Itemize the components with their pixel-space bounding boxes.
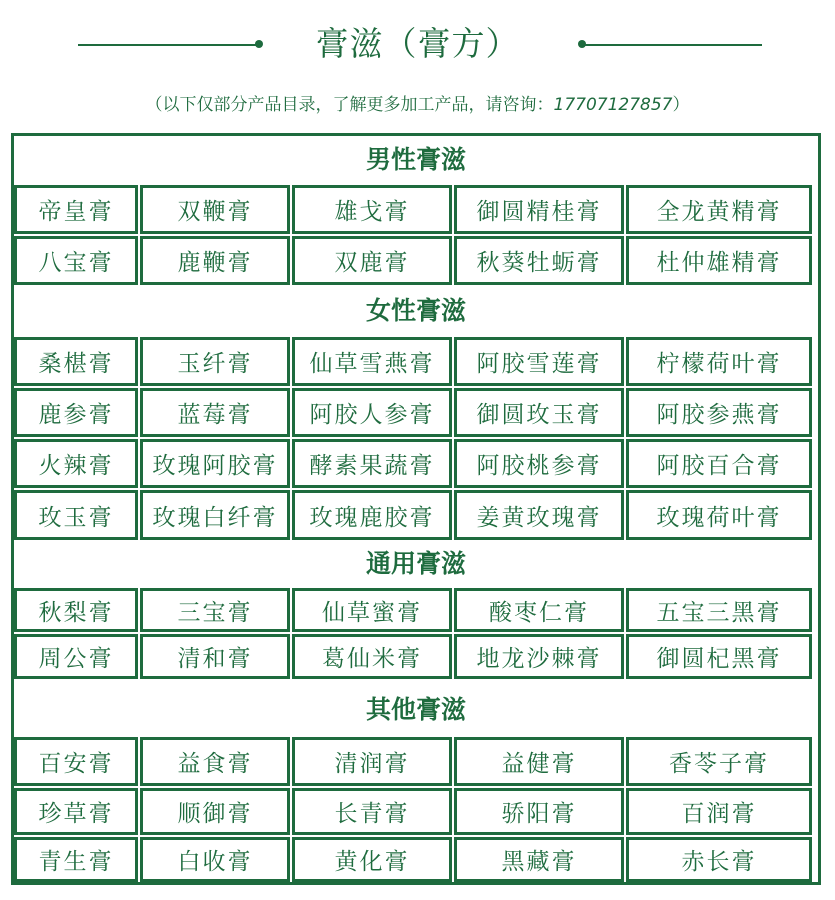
product-cell: 益食膏	[140, 737, 290, 786]
table-row	[14, 634, 818, 679]
product-cell: 葛仙米膏	[292, 634, 452, 679]
product-cell: 周公膏	[14, 634, 138, 679]
table-row	[14, 737, 818, 786]
product-cell: 姜黄玫瑰膏	[454, 490, 624, 540]
page-title: 膏滋（膏方）	[315, 24, 520, 63]
product-cell: 酵素果蔬膏	[292, 439, 452, 488]
contact-phone: 17707127857	[553, 95, 673, 115]
product-cell: 阿胶桃参膏	[454, 439, 624, 488]
product-cell: 秋葵牡蛎膏	[454, 236, 624, 285]
section-header-male: 男性膏滋	[14, 138, 818, 182]
product-cell: 柠檬荷叶膏	[626, 337, 812, 386]
product-cell: 杜仲雄精膏	[626, 236, 812, 285]
table-row	[14, 388, 818, 437]
product-cell: 御圆精桂膏	[454, 185, 624, 234]
product-cell: 秋梨膏	[14, 588, 138, 632]
table-row	[14, 490, 818, 540]
product-cell: 五宝三黑膏	[626, 588, 812, 632]
product-cell: 阿胶雪莲膏	[454, 337, 624, 386]
product-cell: 香苓子膏	[626, 737, 812, 786]
subtitle-text: （以下仅部分产品目录，了解更多加工产品，请咨询：	[145, 95, 554, 115]
page-subtitle	[0, 90, 835, 115]
table-row	[14, 185, 818, 234]
product-cell: 雄戈膏	[292, 185, 452, 234]
product-cell: 双鹿膏	[292, 236, 452, 285]
product-cell: 玫瑰阿胶膏	[140, 439, 290, 488]
table-row	[14, 337, 818, 386]
product-cell: 清和膏	[140, 634, 290, 679]
product-cell: 蓝莓膏	[140, 388, 290, 437]
product-cell: 鹿参膏	[14, 388, 138, 437]
product-cell: 白收膏	[140, 837, 290, 882]
product-cell: 黑藏膏	[454, 837, 624, 882]
table-row	[14, 236, 818, 285]
product-cell: 双鞭膏	[140, 185, 290, 234]
product-cell: 百安膏	[14, 737, 138, 786]
product-cell: 百润膏	[626, 788, 812, 835]
product-cell: 御圆玫玉膏	[454, 388, 624, 437]
product-cell: 酸枣仁膏	[454, 588, 624, 632]
table-row	[14, 837, 818, 882]
page-header	[0, 0, 835, 130]
product-cell: 玫瑰鹿胶膏	[292, 490, 452, 540]
product-cell: 黄化膏	[292, 837, 452, 882]
table-row	[14, 439, 818, 488]
product-cell: 阿胶参燕膏	[626, 388, 812, 437]
product-cell: 阿胶人参膏	[292, 388, 452, 437]
product-cell: 骄阳膏	[454, 788, 624, 835]
product-cell: 青生膏	[14, 837, 138, 882]
product-cell: 玫瑰白纤膏	[140, 490, 290, 540]
product-cell: 赤长膏	[626, 837, 812, 882]
product-cell: 玉纤膏	[140, 337, 290, 386]
product-cell: 桑椹膏	[14, 337, 138, 386]
product-cell: 玫玉膏	[14, 490, 138, 540]
product-cell: 长青膏	[292, 788, 452, 835]
title-divider-right	[580, 44, 762, 46]
product-cell: 仙草雪燕膏	[292, 337, 452, 386]
product-catalog-table	[11, 133, 821, 885]
product-cell: 全龙黄精膏	[626, 185, 812, 234]
section-header-female: 女性膏滋	[14, 288, 818, 334]
product-cell: 珍草膏	[14, 788, 138, 835]
product-cell: 鹿鞭膏	[140, 236, 290, 285]
product-cell: 八宝膏	[14, 236, 138, 285]
product-cell: 帝皇膏	[14, 185, 138, 234]
product-cell: 地龙沙棘膏	[454, 634, 624, 679]
product-cell: 火辣膏	[14, 439, 138, 488]
product-cell: 阿胶百合膏	[626, 439, 812, 488]
product-cell: 三宝膏	[140, 588, 290, 632]
product-cell: 御圆杞黑膏	[626, 634, 812, 679]
product-cell: 顺御膏	[140, 788, 290, 835]
product-cell: 玫瑰荷叶膏	[626, 490, 812, 540]
table-row	[14, 788, 818, 835]
product-cell: 益健膏	[454, 737, 624, 786]
product-cell: 清润膏	[292, 737, 452, 786]
subtitle-close: ）	[672, 95, 690, 115]
section-header-other: 其他膏滋	[14, 682, 818, 738]
product-cell: 仙草蜜膏	[292, 588, 452, 632]
table-row	[14, 588, 818, 632]
section-header-general: 通用膏滋	[14, 542, 818, 586]
